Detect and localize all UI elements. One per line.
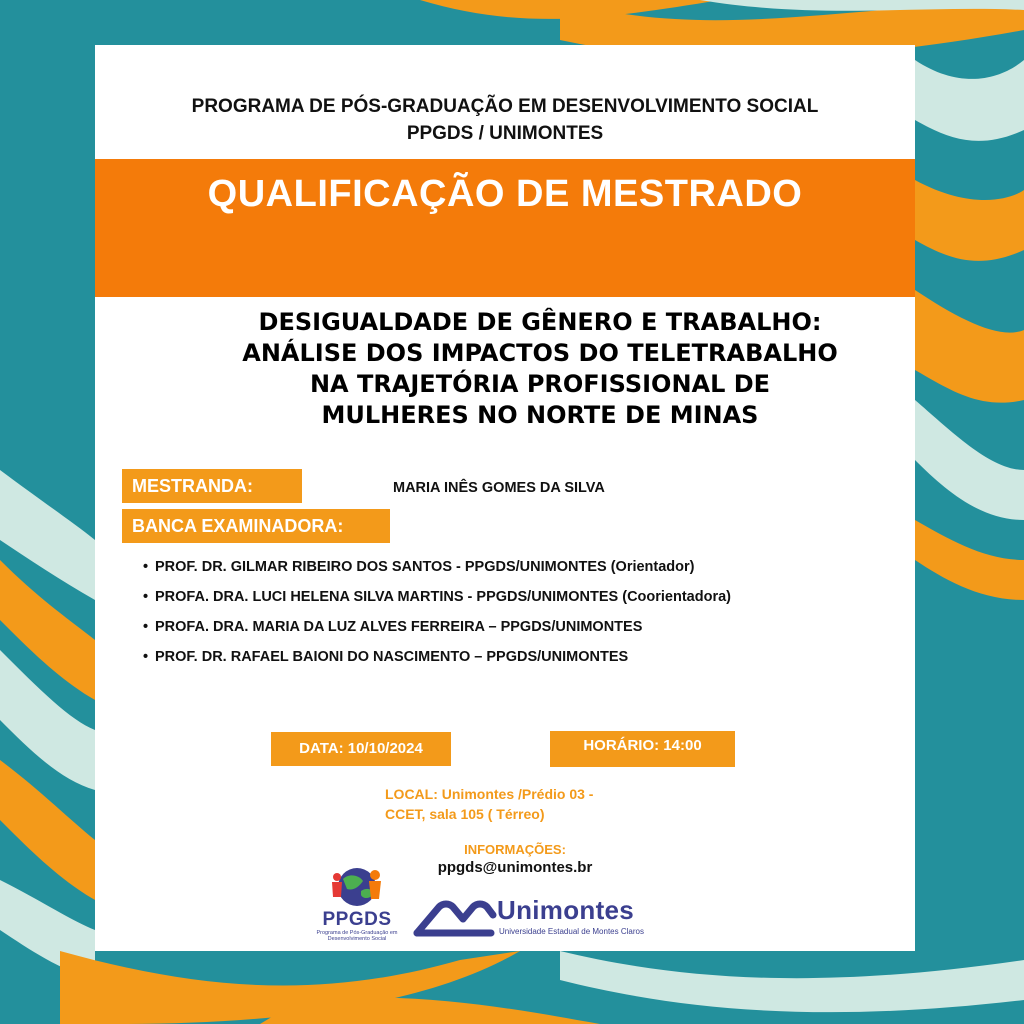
thesis-line: ANÁLISE DOS IMPACTOS DO TELETRABALHO	[242, 339, 838, 367]
date-badge: DATA: 10/10/2024	[271, 732, 451, 766]
time-badge: HORÁRIO: 14:00	[550, 731, 735, 767]
program-heading	[95, 93, 915, 147]
unimontes-logo-name: Unimontes	[497, 895, 635, 925]
bullet-icon: •	[143, 619, 149, 635]
location-line: LOCAL: Unimontes /Prédio 03 -	[385, 786, 594, 802]
list-item	[143, 642, 731, 672]
bullet-icon: •	[143, 589, 149, 605]
title-banner	[95, 159, 915, 297]
location-info	[385, 784, 593, 824]
unimontes-emblem-icon	[411, 897, 497, 943]
committee-label: BANCA EXAMINADORA:	[122, 509, 390, 543]
program-name: PROGRAMA DE PÓS-GRADUAÇÃO EM DESENVOLVIMENTO SOCIAL	[191, 96, 819, 117]
program-acronym: PPGDS / UNIMONTES	[406, 123, 604, 144]
poster-card	[95, 45, 915, 951]
contact-email[interactable]: ppgds@unimontes.br	[437, 859, 593, 876]
thesis-line: NA TRAJETÓRIA PROFISSIONAL DE	[309, 370, 771, 398]
list-item	[143, 552, 731, 582]
location-line: CCET, sala 105 ( Térreo)	[385, 806, 545, 822]
bullet-icon: •	[143, 559, 149, 575]
thesis-line: DESIGUALDADE DE GÊNERO E TRABALHO:	[258, 308, 822, 336]
member-name: PROFA. DRA. MARIA DA LUZ ALVES FERREIRA – PPGDS/UNIMONTES	[155, 619, 643, 635]
ppgds-logo-name: PPGDS	[322, 909, 392, 930]
ppgds-logo-subtitle	[309, 930, 405, 942]
ppgds-subtitle-line: Desenvolvimento Social	[327, 936, 387, 942]
student-label: MESTRANDA:	[122, 469, 302, 503]
member-name: PROF. DR. GILMAR RIBEIRO DOS SANTOS - PPGDS/UNIMONTES (Orientador)	[155, 559, 695, 575]
bullet-icon: •	[143, 649, 149, 665]
thesis-line: MULHERES NO NORTE DE MINAS	[321, 401, 759, 429]
committee-list	[143, 552, 731, 672]
ppgds-subtitle-line: Programa de Pós-Graduação em	[316, 930, 398, 936]
banner-title: QUALIFICAÇÃO DE MESTRADO	[207, 173, 803, 215]
info-label: INFORMAÇÕES:	[464, 842, 566, 857]
member-name: PROF. DR. RAFAEL BAIONI DO NASCIMENTO – PPGDS/UNIMONTES	[155, 649, 629, 665]
member-name: PROFA. DRA. LUCI HELENA SILVA MARTINS - PPGDS/UNIMONTES (Coorientadora)	[155, 589, 731, 605]
list-item	[143, 582, 731, 612]
unimontes-logo-subtitle: Universidade Estadual de Montes Claros	[499, 927, 644, 936]
student-name: MARIA INÊS GOMES DA SILVA	[393, 480, 605, 496]
list-item	[143, 612, 731, 642]
thesis-title	[195, 307, 885, 431]
